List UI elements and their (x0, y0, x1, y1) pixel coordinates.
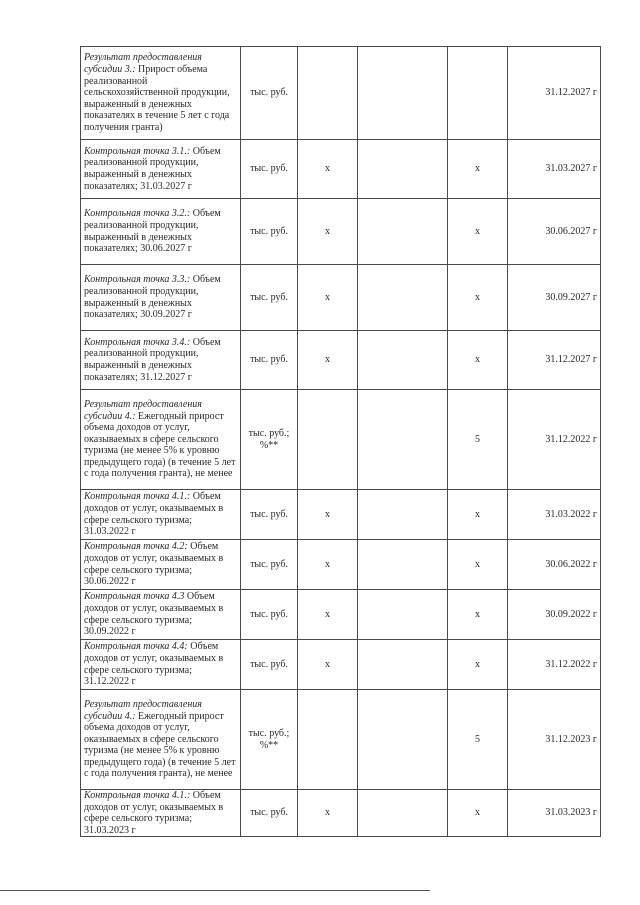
table-row (81, 690, 601, 790)
plan-value-cell: 5 (448, 390, 508, 490)
column-3-cell: х (298, 590, 358, 640)
indicator-cell (81, 331, 241, 390)
unit-cell: тыс. руб. (241, 140, 298, 199)
deadline-date-cell: 30.09.2027 г (508, 265, 601, 331)
column-4-cell (358, 199, 448, 265)
column-4-cell (358, 331, 448, 390)
column-3-cell (298, 690, 358, 790)
unit-cell: тыс. руб. (241, 331, 298, 390)
column-4-cell (358, 540, 448, 590)
table-row (81, 265, 601, 331)
indicator-lead: Контрольная точка 4.1.: (84, 790, 191, 801)
indicator-text: Ежегодный прирост объема доходов от услуг, оказываемых в сфере сельского туризма (не менее 5% к уровню предыдущего года) (в течение 5 лет с года получения гранта), не менее (84, 410, 236, 480)
indicator-cell (81, 140, 241, 199)
indicator-cell (81, 590, 241, 640)
indicator-lead: Контрольная точка 3.4.: (84, 336, 191, 348)
indicator-lead: Контрольная точка 3.2.: (84, 208, 191, 220)
indicator-text: Прирост объема реализованной сельскохозяйственной продукции, выраженный в денежных показателях в течение 5 лет с года получения гранта) (84, 64, 230, 133)
plan-value-cell: х (448, 140, 508, 199)
unit-cell: тыс. руб. (241, 490, 298, 540)
indicator-lead: Результат предоставления субсидии 4.: (84, 698, 202, 722)
deadline-date-cell: 30.09.2022 г (508, 590, 601, 640)
table-row (81, 199, 601, 265)
table-row (81, 140, 601, 199)
table-row (81, 790, 601, 837)
indicator-text: Объем реализованной продукции, выраженный в денежных показателях; 31.03.2027 г (84, 145, 221, 192)
column-3-cell: х (298, 199, 358, 265)
unit-cell: тыс. руб.; %** (241, 690, 298, 790)
unit-cell: тыс. руб. (241, 590, 298, 640)
indicator-text: Объем доходов от услуг, оказываемых в сфере сельского туризма; 31.12.2022 г (84, 641, 224, 688)
column-3-cell (298, 390, 358, 490)
indicator-lead: Результат предоставления субсидии 4.: (84, 398, 202, 422)
indicator-lead: Контрольная точка 4.3 (84, 591, 185, 603)
plan-value-cell: х (448, 640, 508, 690)
plan-value-cell: х (448, 540, 508, 590)
table-row (81, 47, 601, 140)
indicator-text: Объем доходов от услуг, оказываемых в сфере сельского туризма; 30.09.2022 г (84, 591, 224, 638)
grant-results-table (80, 46, 601, 837)
column-3-cell: х (298, 140, 358, 199)
column-4-cell (358, 790, 448, 837)
indicator-text: Объем доходов от услуг, оказываемых в сфере сельского туризма; 31.03.2022 г (84, 491, 224, 538)
plan-value-cell: х (448, 331, 508, 390)
column-3-cell: х (298, 790, 358, 837)
indicator-cell (81, 790, 241, 837)
indicator-cell (81, 690, 241, 790)
indicator-text: Объем реализованной продукции, выраженный в денежных показателях; 30.06.2027 г (84, 208, 221, 255)
indicator-lead: Контрольная точка 3.1.: (84, 145, 191, 157)
column-4-cell (358, 140, 448, 199)
indicator-text: Ежегодный прирост объема доходов от услуг, оказываемых в сфере сельского туризма (не менее 5% к уровню предыдущего года) (в течение 5 лет с года получения гранта), не менее (84, 710, 236, 780)
unit-cell: тыс. руб. (241, 47, 298, 140)
column-3-cell: х (298, 490, 358, 540)
indicator-cell (81, 47, 241, 140)
indicator-text: Объем доходов от услуг, оказываемых в сфере сельского туризма; 30.06.2022 г (84, 541, 224, 588)
deadline-date-cell: 31.12.2023 г (508, 690, 601, 790)
table-row (81, 390, 601, 490)
column-4-cell (358, 590, 448, 640)
deadline-date-cell: 31.12.2027 г (508, 47, 601, 140)
indicator-lead: Контрольная точка 3.3.: (84, 274, 191, 286)
plan-value-cell: 5 (448, 690, 508, 790)
table-body (81, 47, 601, 837)
column-4-cell (358, 265, 448, 331)
indicator-text: Объем реализованной продукции, выраженный в денежных показателях; 31.12.2027 г (84, 336, 221, 383)
column-4-cell (358, 640, 448, 690)
deadline-date-cell: 31.12.2027 г (508, 331, 601, 390)
unit-cell: тыс. руб. (241, 790, 298, 837)
indicator-lead: Контрольная точка 4.4: (84, 641, 188, 653)
table-row (81, 640, 601, 690)
unit-cell: тыс. руб. (241, 640, 298, 690)
column-4-cell (358, 390, 448, 490)
indicator-cell (81, 265, 241, 331)
table-row (81, 540, 601, 590)
column-3-cell: х (298, 331, 358, 390)
unit-cell: тыс. руб. (241, 265, 298, 331)
unit-cell: тыс. руб. (241, 199, 298, 265)
indicator-lead: Результат предоставления субсидии 3.: (84, 52, 202, 76)
column-3-cell: х (298, 640, 358, 690)
deadline-date-cell: 31.03.2023 г (508, 790, 601, 837)
column-3-cell (298, 47, 358, 140)
plan-value-cell: х (448, 265, 508, 331)
table-row (81, 490, 601, 540)
column-3-cell: х (298, 540, 358, 590)
unit-cell: тыс. руб. (241, 540, 298, 590)
table-row (81, 590, 601, 640)
indicator-cell (81, 490, 241, 540)
indicator-text: Объем реализованной продукции, выраженный в денежных показателях; 30.09.2027 г (84, 274, 221, 321)
indicator-cell (81, 540, 241, 590)
plan-value-cell: х (448, 199, 508, 265)
column-3-cell: х (298, 265, 358, 331)
plan-value-cell: х (448, 790, 508, 837)
column-4-cell (358, 690, 448, 790)
plan-value-cell (448, 47, 508, 140)
indicator-cell (81, 199, 241, 265)
indicator-text: Объем доходов от услуг, оказываемых в сфере сельского туризма; 31.03.2023 г (84, 790, 224, 836)
deadline-date-cell: 30.06.2022 г (508, 540, 601, 590)
indicator-lead: Контрольная точка 4.2: (84, 541, 188, 553)
indicator-lead: Контрольная точка 4.1.: (84, 491, 191, 503)
column-4-cell (358, 47, 448, 140)
deadline-date-cell: 31.12.2022 г (508, 390, 601, 490)
deadline-date-cell: 31.12.2022 г (508, 640, 601, 690)
footnote-separator (0, 890, 430, 891)
deadline-date-cell: 30.06.2027 г (508, 199, 601, 265)
unit-cell: тыс. руб.; %** (241, 390, 298, 490)
indicator-cell (81, 390, 241, 490)
deadline-date-cell: 31.03.2022 г (508, 490, 601, 540)
table-row (81, 331, 601, 390)
plan-value-cell: х (448, 590, 508, 640)
column-4-cell (358, 490, 448, 540)
indicator-cell (81, 640, 241, 690)
deadline-date-cell: 31.03.2027 г (508, 140, 601, 199)
plan-value-cell: х (448, 490, 508, 540)
